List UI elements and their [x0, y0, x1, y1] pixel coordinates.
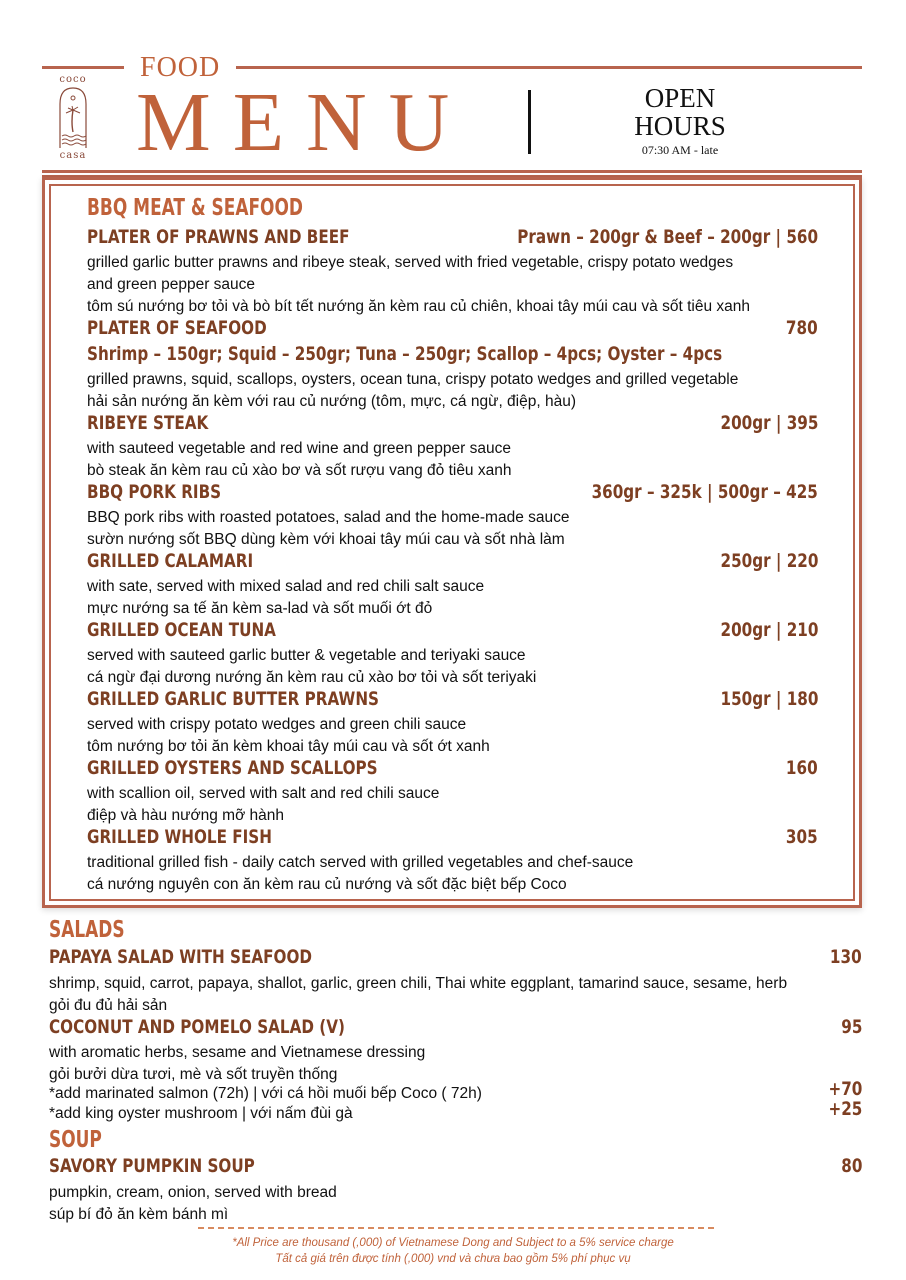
menu-item-desc-vi: hải sản nướng ăn kèm với rau củ nướng (tôm, mực, cá ngừ, điệp, hàu)	[87, 393, 576, 410]
menu-item-desc: grilled garlic butter prawns and ribeye steak, served with fried vegetable, crispy potato wedges	[87, 254, 734, 271]
header-rule-left	[42, 66, 124, 69]
footer-note-en: *All Price are thousand (,000) of Vietnamese Dong and Subject to a 5% service charge	[232, 1237, 674, 1249]
menu-item-desc: BBQ pork ribs with roasted potatoes, salad and the home-made sauce	[87, 509, 570, 526]
logo-bottom-word: casa	[59, 150, 87, 161]
menu-item-name: GRILLED OYSTERS AND SCALLOPS	[87, 757, 378, 779]
menu-item-name: GRILLED WHOLE FISH	[87, 826, 272, 848]
menu-item-price: 80	[840, 1155, 862, 1177]
menu-item-desc-vi: cá ngừ đại dương nướng ăn kèm rau củ xào bơ tỏi và sốt teriyaki	[87, 669, 537, 686]
section-title-bbq: BBQ MEAT & SEAFOOD	[87, 195, 303, 221]
menu-item-desc-vi: mực nướng sa tế ăn kèm sa-lad và sốt muối ớt đỏ	[87, 600, 433, 617]
menu-item-desc: and green pepper sauce	[87, 276, 256, 293]
menu-item-name: GRILLED GARLIC BUTTER PRAWNS	[87, 688, 379, 710]
menu-item-desc: traditional grilled fish - daily catch served with grilled vegetables and chef-sauce	[87, 854, 634, 871]
menu-item-desc-vi: tôm sú nướng bơ tỏi và bò bít tết nướng ăn kèm rau củ chiên, khoai tây múi cau và sốt tiêu xanh	[87, 298, 750, 315]
open-hours-line1: OPEN	[644, 83, 716, 113]
menu-item-price: Prawn – 200gr & Beef – 200gr | 560	[517, 226, 818, 248]
food-label: FOOD	[140, 52, 226, 84]
menu-item-desc-vi: điệp và hàu nướng mỡ hành	[87, 807, 285, 824]
menu-item-portions: Shrimp – 150gr; Squid – 250gr; Tuna – 250gr; Scallop – 4pcs; Oyster – 4pcs	[87, 343, 723, 365]
menu-item-desc-vi: sườn nướng sốt BBQ dùng kèm với khoai tây múi cau và sốt nhà làm	[87, 531, 565, 548]
menu-item-desc: with scallion oil, served with salt and red chili sauce	[87, 785, 440, 802]
menu-item-desc-vi: súp bí đỏ ăn kèm bánh mì	[49, 1206, 229, 1223]
menu-item-desc-vi: gỏi đu đủ hải sản	[49, 997, 168, 1014]
footer-divider	[198, 1227, 714, 1229]
menu-item-desc: with sate, served with mixed salad and red chili salt sauce	[87, 578, 485, 595]
menu-item-name: RIBEYE STEAK	[87, 412, 209, 434]
menu-item-name: BBQ PORK RIBS	[87, 481, 222, 503]
menu-item-name: GRILLED OCEAN TUNA	[87, 619, 276, 641]
menu-item-desc-vi: bò steak ăn kèm rau củ xào bơ và sốt rượu vang đỏ tiêu xanh	[87, 462, 512, 479]
menu-item-price: 95	[840, 1016, 862, 1038]
addon-price: +25	[828, 1098, 862, 1120]
menu-item-desc: grilled prawns, squid, scallops, oysters, ocean tuna, crispy potato wedges and grilled vegetable	[87, 371, 739, 388]
logo-top-word: coco	[59, 74, 87, 85]
section-title-soup: SOUP	[49, 1127, 102, 1153]
menu-item-name: COCONUT AND POMELO SALAD (V)	[49, 1016, 345, 1038]
section-title-salads: SALADS	[49, 917, 125, 943]
open-hours-time: 07:30 AM - late	[641, 143, 719, 157]
menu-item-desc-vi: gỏi bưởi dừa tươi, mè và sốt truyền thống	[49, 1066, 338, 1083]
open-hours-line2: HOURS	[634, 111, 726, 141]
menu-item-price: 150gr | 180	[720, 688, 818, 710]
menu-item-name: PAPAYA SALAD WITH SEAFOOD	[49, 946, 312, 968]
menu-item-desc-vi: cá nướng nguyên con ăn kèm rau củ nướng và sốt đặc biệt bếp Coco	[87, 876, 567, 893]
menu-item-name: PLATER OF SEAFOOD	[87, 317, 267, 339]
menu-item-price: 305	[786, 826, 818, 848]
header-divider	[528, 90, 531, 154]
menu-item-name: SAVORY PUMPKIN SOUP	[49, 1155, 255, 1177]
addon-label: *add marinated salmon (72h) | với cá hồi muối bếp Coco ( 72h)	[49, 1085, 482, 1102]
menu-item-desc: served with crispy potato wedges and green chili sauce	[87, 716, 467, 733]
addon-label: *add king oyster mushroom | với nấm đùi gà	[49, 1105, 353, 1122]
addon-price: +70	[828, 1078, 862, 1100]
menu-item-price: 160	[786, 757, 818, 779]
menu-item-price: 130	[830, 946, 862, 968]
menu-item-price: 250gr | 220	[720, 550, 818, 572]
menu-title: MENU	[136, 76, 472, 169]
menu-item-desc: served with sauteed garlic butter & vegetable and teriyaki sauce	[87, 647, 526, 664]
menu-item-name: GRILLED CALAMARI	[87, 550, 254, 572]
menu-item-desc-vi: tôm nướng bơ tỏi ăn kèm khoai tây múi cau và sốt ớt xanh	[87, 738, 490, 755]
menu-item-desc: with aromatic herbs, sesame and Vietnamese dressing	[49, 1044, 426, 1061]
open-hours	[590, 84, 770, 158]
menu-item-desc: pumpkin, cream, onion, served with bread	[49, 1184, 337, 1201]
footer-note-vi: Tất cả giá trên được tính (,000) vnd và chưa bao gồm 5% phí phục vụ	[275, 1253, 631, 1265]
menu-item-name: PLATER OF PRAWNS AND BEEF	[87, 226, 350, 248]
menu-item-price: 780	[786, 317, 818, 339]
menu-item-price: 200gr | 210	[720, 619, 818, 641]
header-rule-right	[236, 66, 862, 69]
menu-item-desc: shrimp, squid, carrot, papaya, shallot, garlic, green chili, Thai white eggplant, tamarind sauce, sesame, herb	[49, 975, 788, 992]
menu-item-price: 360gr – 325k | 500gr – 425	[591, 481, 818, 503]
menu-item-price: 200gr | 395	[720, 412, 818, 434]
header-bottom-rule	[42, 170, 862, 177]
menu-item-desc: with sauteed vegetable and red wine and green pepper sauce	[87, 440, 511, 457]
coco-casa-logo	[50, 74, 96, 164]
